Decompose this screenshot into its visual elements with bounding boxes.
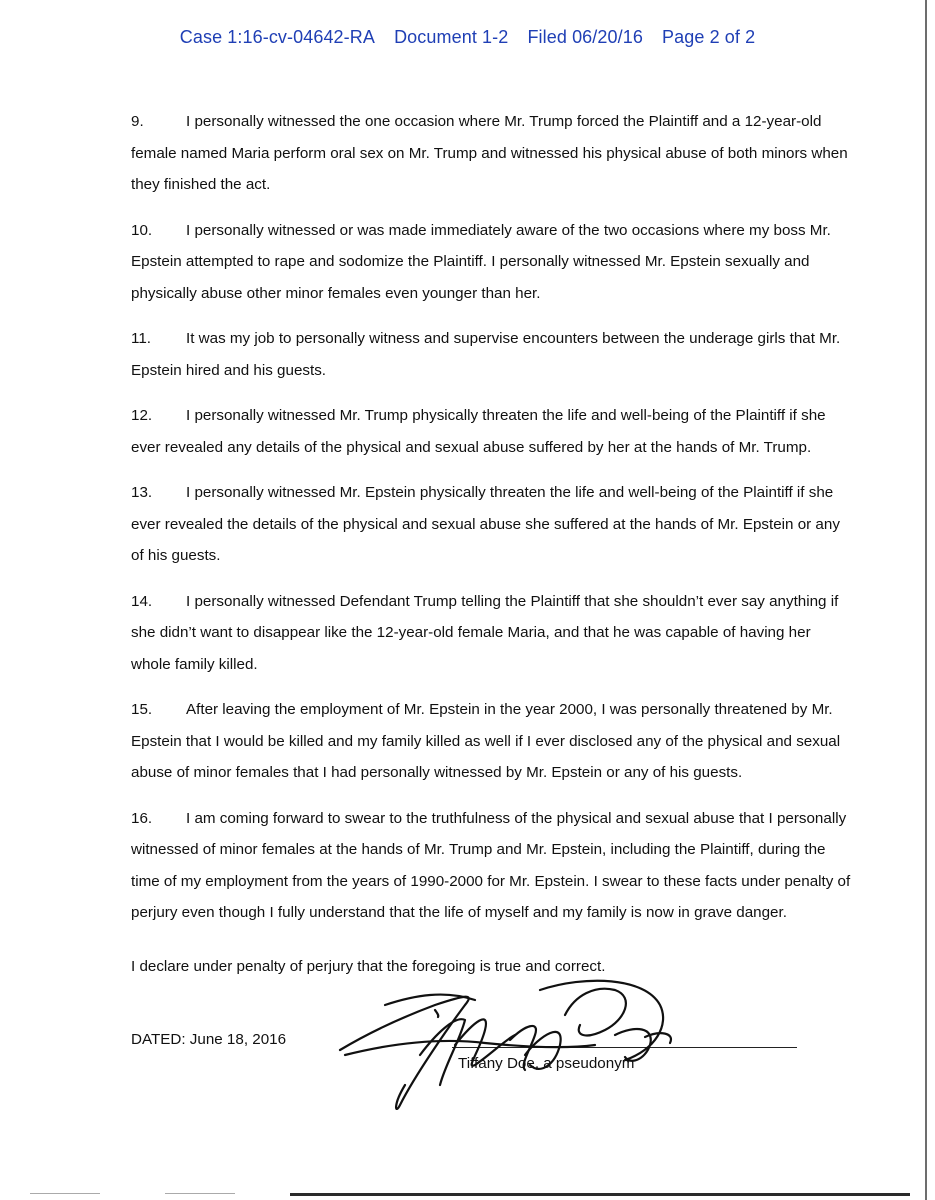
paragraph-number: 14. — [131, 592, 153, 610]
paragraph-number: 16. — [131, 809, 153, 827]
page-edge-bottom-mid — [165, 1193, 235, 1194]
paragraph-text: I personally witnessed Defendant Trump telling the Plaintiff that she shouldn’t ever say anything if she didn’t want to disappear like the 12-year-old female Maria, and that he was capable of having her whole family killed. — [131, 592, 839, 673]
paragraph-number: 13. — [131, 484, 153, 501]
paragraph-text: I personally witnessed Mr. Epstein physically threaten the life and well-being of the Plaintiff if she ever revealed the details of the physical and sexual abuse she suffered at the hands of Mr. Epstein or any of his guests. — [131, 484, 840, 564]
paragraph-text: It was my job to personally witness and supervise encounters between the underage girls that Mr. Epstein hired and his guests. — [131, 330, 841, 379]
paragraph-13 — [131, 477, 851, 572]
paragraph-11 — [131, 323, 851, 386]
paragraph-16 — [131, 803, 851, 929]
paragraph-text: I personally witnessed Mr. Trump physically threaten the life and well-being of the Plaintiff if she ever revealed any details of the physical and sexual abuse suffered by her at the hands of Mr. Trump. — [131, 407, 826, 456]
paragraph-text: I am coming forward to swear to the truthfulness of the physical and sexual abuse that I personally witnessed of minor females at the hands of Mr. Trump and Mr. Epstein, including the Plaintiff, during the time of my employment from the years of 1990-2000 for Mr. Epstein. I swear to these facts under penalty of perjury even though I fully understand that the life of myself and my family is now in grave danger. — [131, 809, 851, 921]
page-edge-right — [925, 0, 927, 1200]
paragraph-10 — [131, 215, 851, 310]
page-number: Page 2 of 2 — [662, 27, 756, 47]
paragraph-12 — [131, 400, 851, 463]
case-header — [0, 27, 935, 48]
handwritten-signature — [325, 965, 745, 1115]
paragraph-text: After leaving the employment of Mr. Epstein in the year 2000, I was personally threatened by Mr. Epstein that I would be killed and my family killed as well if I ever disclosed any of the physical and sexual abuse of minor females that I had personally witnessed by Mr. Epstein or any of his guests. — [131, 701, 841, 781]
filed-date: Filed 06/20/16 — [527, 27, 643, 47]
paragraph-text: I personally witnessed or was made immediately aware of the two occasions where my boss Mr. Epstein attempted to rape and sodomize the Plaintiff. I personally witnessed Mr. Epstein sexually and physically abuse other minor females even younger than her. — [131, 221, 831, 302]
paragraph-number: 11. — [131, 330, 151, 347]
paragraph-number: 15. — [131, 701, 153, 718]
document-number: Document 1-2 — [394, 27, 509, 47]
paragraph-number: 9. — [131, 113, 144, 130]
paragraph-14 — [131, 586, 851, 681]
page-edge-bottom — [290, 1193, 910, 1196]
paragraph-number: 12. — [131, 407, 153, 424]
paragraph-9 — [131, 106, 851, 201]
case-number: Case 1:16-cv-04642-RA — [179, 27, 375, 47]
paragraph-number: 10. — [131, 221, 153, 239]
paragraph-15 — [131, 694, 851, 789]
declaration-body — [131, 106, 851, 943]
declaration-statement: I declare under penalty of perjury that the foregoing is true and correct. — [131, 958, 606, 975]
paragraph-text: I personally witnessed the one occasion where Mr. Trump forced the Plaintiff and a 12-year-old female named Maria perform oral sex on Mr. Trump and witnessed his physical abuse of both minors when they finished the act. — [131, 113, 848, 193]
signer-name: Tiffany Doe, a pseudonym — [458, 1055, 635, 1072]
dated-line: DATED: June 18, 2016 — [131, 1031, 287, 1048]
page-edge-bottom-left — [30, 1193, 100, 1194]
